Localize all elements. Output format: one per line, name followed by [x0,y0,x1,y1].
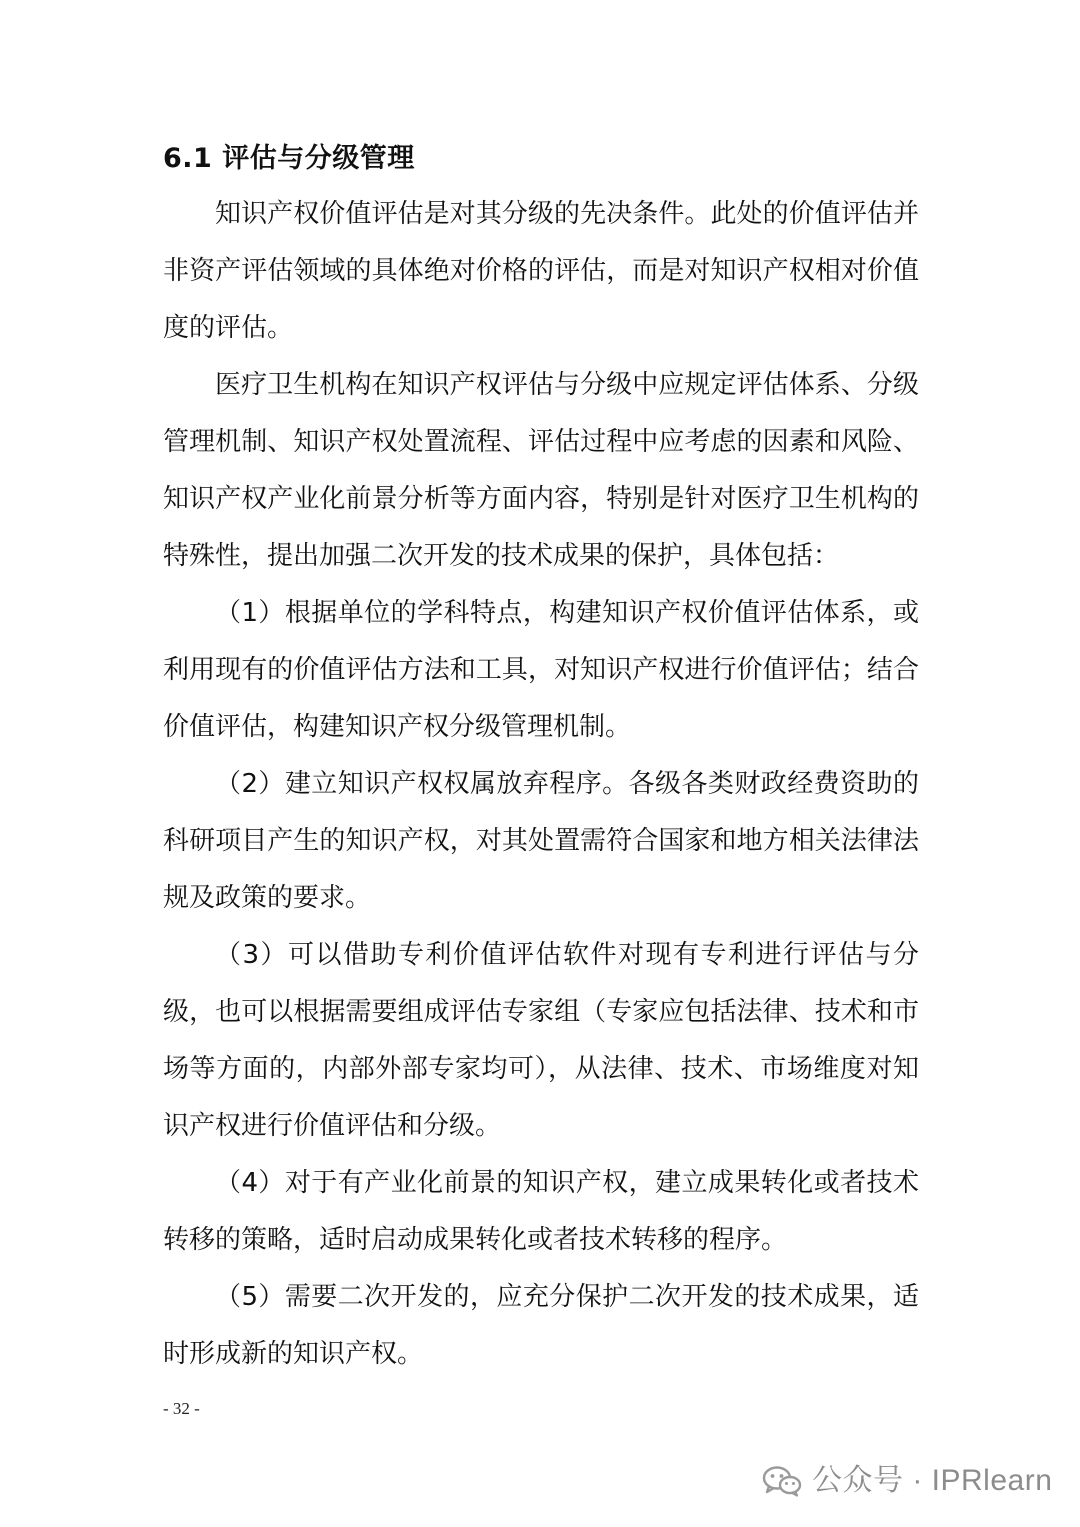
list-item-3: （3）可以借助专利价值评估软件对现有专利进行评估与分级，也可以根据需要组成评估专家组（专家应包括法律、技术和市场等方面的，内部外部专家均可），从法律、技术、市场维度对知识产权进行价值评估和分级。 [163,940,919,1141]
watermark [762,1461,1052,1501]
paragraph-overview: 医疗卫生机构在知识产权评估与分级中应规定评估体系、分级管理机制、知识产权处置流程、评估过程中应考虑的因素和风险、知识产权产业化前景分析等方面内容，特别是针对医疗卫生机构的特殊性，提出加强二次开发的技术成果的保护，具体包括： [163,370,919,571]
page-number: - 32 - [163,1399,200,1418]
document-body [163,186,919,1383]
list-item-2: （2）建立知识产权权属放弃程序。各级各类财政经费资助的科研项目产生的知识产权，对其处置需符合国家和地方相关法律法规及政策的要求。 [163,769,919,913]
watermark-text: 公众号 · IPRlearn [812,1464,1053,1497]
list-item-1: （1）根据单位的学科特点，构建知识产权价值评估体系，或利用现有的价值评估方法和工具，对知识产权进行价值评估；结合价值评估，构建知识产权分级管理机制。 [163,598,919,742]
wechat-icon [762,1465,802,1497]
paragraph-intro: 知识产权价值评估是对其分级的先决条件。此处的价值评估并非资产评估领域的具体绝对价格的评估，而是对知识产权相对价值度的评估。 [163,199,919,343]
list-item-5: （5）需要二次开发的，应充分保护二次开发的技术成果，适时形成新的知识产权。 [163,1282,919,1369]
section-heading: 6.1 评估与分级管理 [163,143,415,174]
list-item-4: （4）对于有产业化前景的知识产权，建立成果转化或者技术转移的策略，适时启动成果转化或者技术转移的程序。 [163,1168,919,1255]
